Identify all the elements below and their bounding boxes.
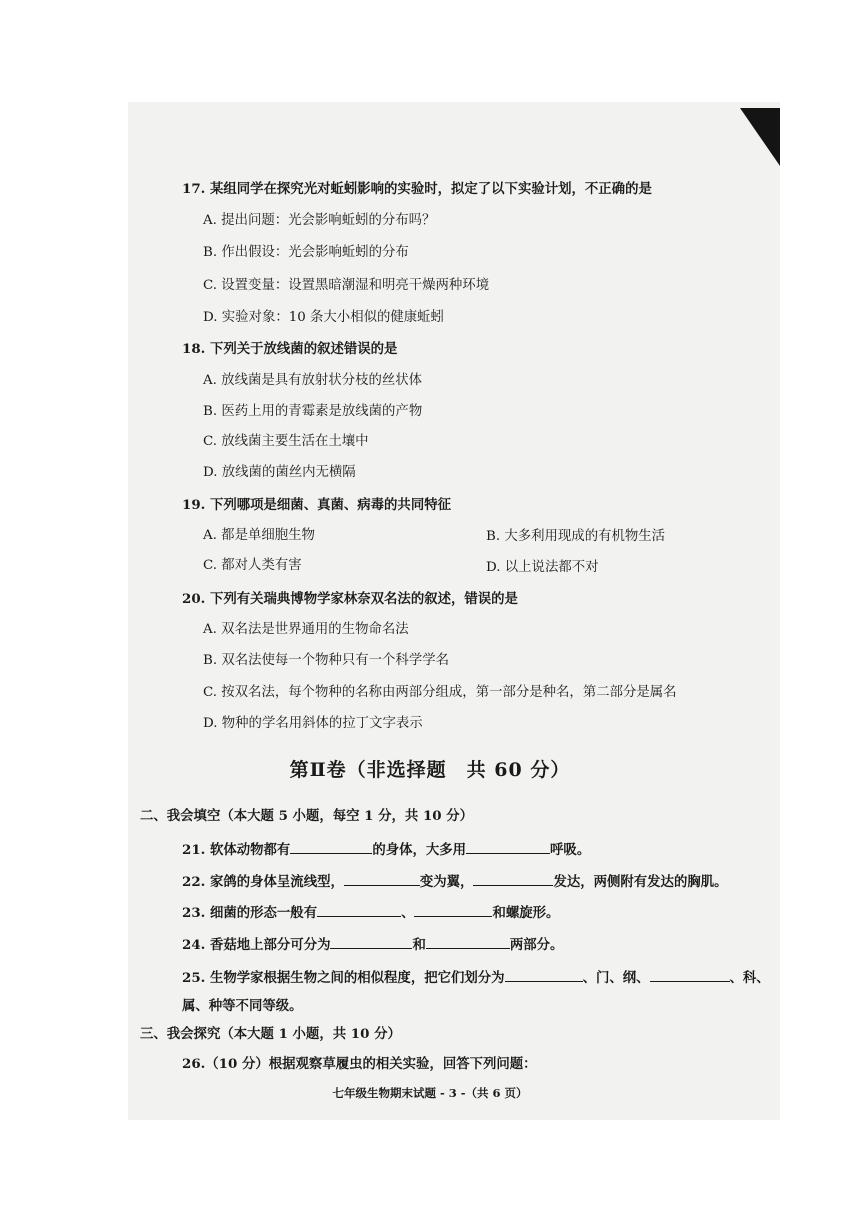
question-20-stem: 20. 下列有关瑞典博物学家林奈双名法的叙述，错误的是 [182,591,518,607]
question-24-text-1: 24. 香菇地上部分可分为 [182,937,331,953]
question-20-option-a: A. 双名法是世界通用的生物命名法 [203,622,409,637]
question-19-option-a: A. 都是单细胞生物 [203,528,315,543]
question-17-option-b: B. 作出假设：光会影响蚯蚓的分布 [203,245,409,260]
question-18-stem: 18. 下列关于放线菌的叙述错误的是 [182,341,398,357]
answer-blank[interactable] [317,904,401,917]
question-18-option-a: A. 放线菌是具有放射状分枝的丝状体 [203,373,423,388]
question-21-text-1: 21. 软体动物都有 [182,842,291,858]
question-22 [182,873,728,890]
answer-blank[interactable] [330,936,412,949]
question-17-stem: 17. 某组同学在探究光对蚯蚓影响的实验时，拟定了以下实验计划，不正确的是 [182,181,652,197]
question-20-option-b: B. 双名法使每一个物种只有一个科学学名 [203,653,449,668]
question-23-text-3: 和螺旋形。 [492,905,560,921]
question-24-text-2: 和 [412,937,426,953]
question-20-option-d: D. 物种的学名用斜体的拉丁文字表示 [203,716,423,731]
question-18-option-c: C. 放线菌主要生活在土壤中 [203,434,369,449]
question-25-text-2: 、门、纲、 [582,970,650,986]
question-17-option-c: C. 设置变量：设置黑暗潮湿和明亮干燥两种环境 [203,278,490,293]
question-25-text-3: 、科、 [729,970,770,986]
part-2-title: 第Ⅱ卷（非选择题 共 60 分） [289,759,571,781]
question-19-option-c: C. 都对人类有害 [203,558,302,573]
question-22-text-2: 变为翼， [419,874,474,890]
question-25-text-1: 25. 生物学家根据生物之间的相似程度，把它们划分为 [182,970,505,986]
question-22-text-1: 22. 家鸽的身体呈流线型， [182,874,344,890]
question-17-option-d: D. 实验对象：10 条大小相似的健康蚯蚓 [203,310,444,325]
folded-page-corner [740,108,780,166]
question-19-option-d: D. 以上说法都不对 [486,560,599,575]
question-25 [182,969,770,986]
answer-blank[interactable] [290,841,372,854]
section-2-heading: 二、我会填空（本大题 5 小题，每空 1 分，共 10 分） [140,808,474,824]
answer-blank[interactable] [650,969,730,982]
answer-blank[interactable] [466,841,550,854]
question-21-text-3: 呼吸。 [550,842,591,858]
answer-blank[interactable] [473,873,553,886]
question-22-text-3: 发达，两侧附有发达的胸肌。 [553,874,728,890]
question-18-option-b: B. 医药上用的青霉素是放线菌的产物 [203,404,423,419]
question-23 [182,904,559,921]
question-20-option-c: C. 按双名法，每个物种的名称由两部分组成，第一部分是种名，第二部分是属名 [203,685,677,700]
question-23-text-2: 、 [401,905,415,921]
question-21 [182,841,590,858]
answer-blank[interactable] [505,969,583,982]
question-17-option-a: A. 提出问题：光会影响蚯蚓的分布吗？ [203,213,436,228]
question-24-text-3: 两部分。 [509,937,564,953]
answer-blank[interactable] [344,873,420,886]
question-23-text-1: 23. 细菌的形态一般有 [182,905,318,921]
question-18-option-d: D. 放线菌的菌丝内无横隔 [203,465,356,480]
page-footer: 七年级生物期末试题 - 3 -（共 6 页） [332,1086,528,1100]
question-19-option-b: B. 大多利用现成的有机物生活 [486,529,666,544]
answer-blank[interactable] [414,904,492,917]
section-3-heading: 三、我会探究（本大题 1 小题，共 10 分） [140,1026,401,1042]
question-26-stem: 26.（10 分）根据观察草履虫的相关实验，回答下列问题： [182,1056,537,1072]
question-21-text-2: 的身体，大多用 [372,842,467,858]
answer-blank[interactable] [426,936,510,949]
question-24 [182,936,563,953]
question-19-stem: 19. 下列哪项是细菌、真菌、病毒的共同特征 [182,497,451,513]
question-25-continuation: 属、种等不同等级。 [182,998,303,1014]
